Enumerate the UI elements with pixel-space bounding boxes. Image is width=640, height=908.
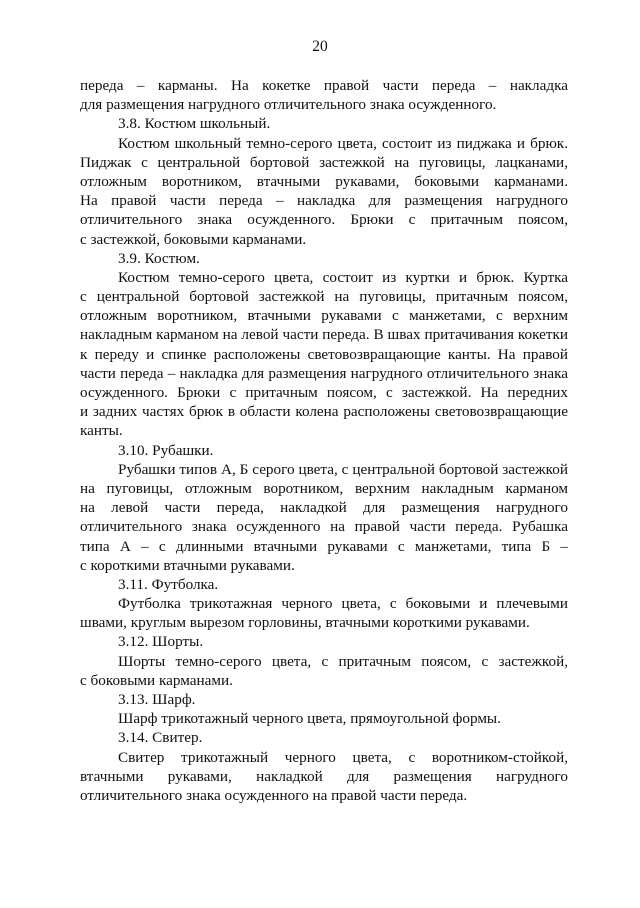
text-line: Пиджак с центральной бортовой застежкой на пуговицы, лацканами, <box>80 153 568 171</box>
text-line: отличительного знака осужденного на правой части переда. Рубашка <box>80 518 568 536</box>
text-line: с короткими втачными рукавами. <box>80 556 295 574</box>
text-line: Шарф трикотажный черного цвета, прямоугольной формы. <box>118 710 501 728</box>
text-line: Шорты темно-серого цвета, с притачным поясом, с застежкой, <box>118 652 568 670</box>
text-line: накладным карманом на левой части переда. В швах притачивания кокетки <box>80 326 568 344</box>
text-line: к переду и спинке расположены световозвращающие канты. На правой <box>80 345 568 363</box>
text-line: Футболка трикотажная черного цвета, с боковыми и плечевыми <box>118 595 568 613</box>
section-heading: 3.14. Свитер. <box>118 729 203 747</box>
text-line: с застежкой, боковыми карманами. <box>80 230 307 248</box>
text-line: переда – карманы. На кокетке правой части переда – накладка <box>80 77 568 94</box>
section-heading: 3.11. Футболка. <box>118 575 219 593</box>
text-line: отложным воротником, втачными рукавами, боковыми карманами. <box>80 172 568 190</box>
text-line: Костюм школьный темно-серого цвета, состоит из пиджака и брюк. <box>118 134 568 152</box>
text-line: Рубашки типов А, Б серого цвета, с центральной бортовой застежкой <box>118 460 568 478</box>
text-line: с центральной бортовой застежкой на пуговицы, притачным поясом, <box>80 288 568 306</box>
text-line: типа А – с длинными втачными рукавами с манжетами, типа Б – <box>80 537 568 555</box>
text-line: отличительного знака осужденного. Брюки с притачным поясом, <box>80 211 568 229</box>
text-line: швами, круглым вырезом горловины, втачными короткими рукавами. <box>80 614 530 632</box>
section-heading: 3.9. Костюм. <box>118 249 200 267</box>
text-line: на левой части переда, накладкой для размещения нагрудного <box>80 499 568 517</box>
section-heading: 3.8. Костюм школьный. <box>118 115 271 133</box>
text-line: Костюм темно-серого цвета, состоит из куртки и брюк. Куртка <box>118 268 568 286</box>
text-line: отличительного знака осужденного на правой части переда. <box>80 786 468 804</box>
text-line: втачными рукавами, накладкой для размещения нагрудного <box>80 767 568 785</box>
text-line: канты. <box>80 422 123 440</box>
text-line: осужденного. Брюки с притачным поясом, с застежкой. На передних <box>80 384 568 401</box>
text-line: и задних частях брюк в области колена расположены световозвращающие <box>80 403 568 421</box>
text-line: отложным воротником, втачными рукавами с манжетами, с верхним <box>80 307 568 325</box>
text-line: для размещения нагрудного отличительного знака осужденного. <box>80 96 497 114</box>
page-number: 20 <box>312 38 328 55</box>
section-heading: 3.13. Шарф. <box>118 691 196 708</box>
text-line: части переда – накладка для размещения нагрудного отличительного знака <box>80 364 568 382</box>
section-heading: 3.12. Шорты. <box>118 633 204 651</box>
text-line: с боковыми карманами. <box>80 671 233 689</box>
text-line: Свитер трикотажный черного цвета, с воротником-стойкой, <box>118 748 568 766</box>
text-line: на пуговицы, отложным воротником, верхним накладным карманом <box>80 479 568 497</box>
text-line: На правой части переда – накладка для размещения нагрудного <box>80 192 568 210</box>
document-body <box>80 76 568 805</box>
section-heading: 3.10. Рубашки. <box>118 441 214 459</box>
